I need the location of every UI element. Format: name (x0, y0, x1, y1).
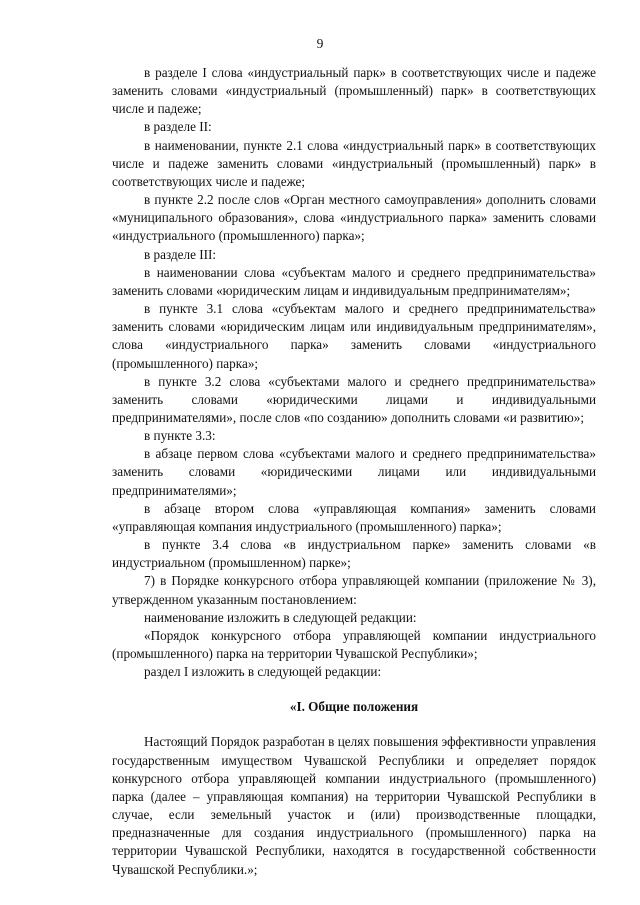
paragraph: раздел I изложить в следующей редакции: (144, 664, 382, 680)
paragraph: в разделе II: (144, 119, 212, 135)
section-heading: «I. Общие положения (289, 699, 419, 715)
paragraph: 7) в Порядке конкурсного отбора управляющей компании (приложение № 3), утвержденном указанным постановлением: (112, 573, 596, 607)
paragraph: «Порядок конкурсного отбора управляющей компании индустриального (промышленного) парка на территории Чувашской Республики»; (112, 627, 596, 661)
paragraph: в пункте 3.4 слова «в индустриальном парке» заменить словами «в индустриальном (промышленном) парке»; (112, 537, 596, 571)
paragraph: в разделе III: (144, 246, 217, 262)
document-body (112, 64, 596, 879)
closing-paragraph: Настоящий Порядок разработан в целях повышения эффективности управления государственным имуществом Чувашской Республики и определяет порядок конкурсного отбора управляющей компании индустриального (промышленного) парка (далее – управляющая компания) на территории Чувашской Республики в случае, если земельный участок и (или) производственные площадки, предназначенные для создания индустриального (промышленного) парка на территории Чувашской Республики, находятся в государственной собственности Чувашской Республики.»; (112, 734, 596, 877)
paragraph: в наименовании, пункте 2.1 слова «индустриальный парк» в соответствующих числе и падеже заменить словами «индустриальный (промышленный) парк» в соответствующих числе и падеже; (112, 137, 596, 189)
paragraph: наименование изложить в следующей редакции: (144, 609, 417, 625)
paragraph: в пункте 3.3: (144, 428, 216, 444)
paragraph: в разделе I слова «индустриальный парк» в соответствующих числе и падеже заменить словами «индустриальный (промышленный) парк» в соответствующих числе и падеже; (112, 65, 596, 117)
paragraph: в абзаце втором слова «управляющая компания» заменить словами «управляющая компания индустриального (промышленного) парка»; (112, 500, 596, 534)
paragraph: в пункте 2.2 после слов «Орган местного самоуправления» дополнить словами «муниципального образования», слова «индустриального парка» заменить словами «индустриального (промышленного) парка»; (112, 192, 596, 244)
paragraph: в пункте 3.1 слова «субъектам малого и среднего предпринимательства» заменить словами «юридическим лицам или индивидуальным предпринимателям», слова «индустриального парка» заменить словами «индустриального (промышленного) парка»; (112, 301, 596, 371)
paragraph: в абзаце первом слова «субъектами малого и среднего предпринимательства» заменить словами «юридическими лицами или индивидуальными предпринимателями»; (112, 446, 596, 498)
paragraph: в наименовании слова «субъектам малого и среднего предпринимательства» заменить словами «юридическим лицам и индивидуальным предпринимателям»; (112, 264, 596, 298)
paragraph: в пункте 3.2 слова «субъектами малого и среднего предпринимательства» заменить словами «юридическими лицами и индивидуальными предпринимателями», после слов «по созданию» дополнить словами «и развитию»; (112, 373, 596, 425)
page-number: 9 (316, 36, 324, 51)
